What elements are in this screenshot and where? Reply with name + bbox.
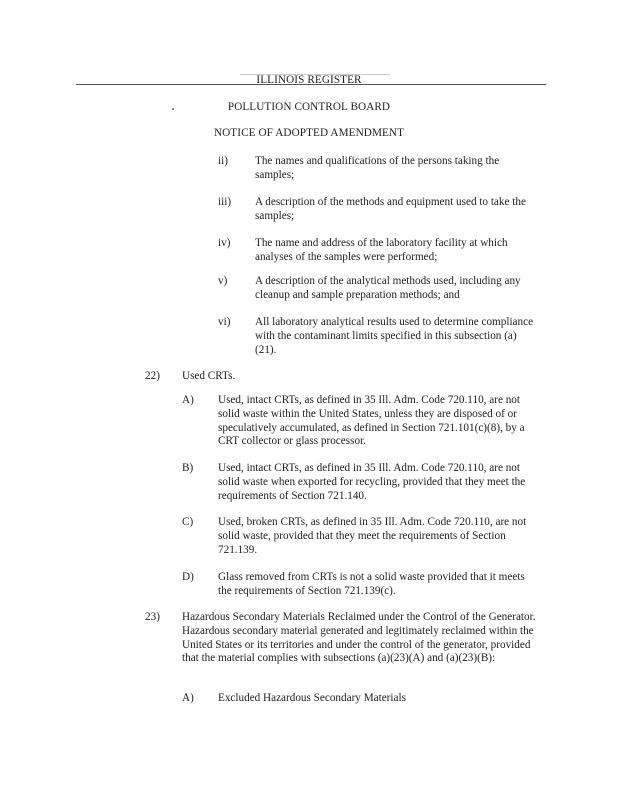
register-title: ILLINOIS REGISTER	[256, 74, 362, 86]
crt-sub-number: D)	[182, 571, 194, 583]
subitem-text: The names and qualifications of the persons taking the samples;	[255, 155, 500, 181]
subitem-number: ii)	[218, 155, 228, 167]
subitem-text: A description of the analytical methods used, including any cleanup and sample preparation methods; and	[255, 275, 521, 301]
item-23-text: Hazardous Secondary Materials Reclaimed under the Control of the Generator. Hazardous secondary material generated and legitimately reclaimed within the United States or its territories and under the control of the generator, provided that the material complies with subsections (a)(23)(A) and (a)(23)(B):	[182, 611, 536, 665]
item-23-number: 23)	[145, 611, 160, 623]
crt-sub-text: Used, intact CRTs, as defined in 35 Ill. Adm. Code 720.110, are not solid waste when exported for recycling, provided that they meet the requirements of Section 721.140.	[218, 462, 526, 502]
hazardous-sub-text: Excluded Hazardous Secondary Materials	[218, 692, 406, 704]
crt-sub-number: A)	[182, 394, 194, 406]
subitem-text: A description of the methods and equipment used to take the samples;	[255, 196, 526, 222]
board-title: POLLUTION CONTROL BOARD	[227, 101, 391, 113]
crt-sub-text: Glass removed from CRTs is not a solid waste provided that it meets the requirements of Section 721.139(c).	[218, 571, 525, 597]
crt-sub-number: C)	[182, 516, 194, 528]
subitem-number: iii)	[218, 196, 232, 208]
subitem-number: iv)	[218, 237, 231, 249]
subitem-text: The name and address of the laboratory facility at which analyses of the samples were performed;	[255, 237, 508, 263]
crt-sub-text: Used, intact CRTs, as defined in 35 Ill. Adm. Code 720.110, are not solid waste within the United States, unless they are disposed of or speculatively accumulated, as defined in Section 721.101(c)(8), by a CRT collector or glass processor.	[218, 394, 525, 448]
header-rule	[76, 84, 546, 85]
item-22-number: 22)	[145, 370, 160, 382]
hazardous-sub-number: A)	[182, 692, 194, 704]
subitem-text: All laboratory analytical results used to determine compliance with the contaminant limits specified in this subsection (a)(21).	[255, 316, 534, 356]
notice-title: NOTICE OF ADOPTED AMENDMENT	[213, 127, 405, 139]
crt-sub-text: Used, broken CRTs, as defined in 35 Ill. Adm. Code 720.110, are not solid waste, provided that they meet the requirements of Section 721.139.	[218, 516, 527, 556]
subitem-number: v)	[218, 275, 228, 287]
crt-sub-number: B)	[182, 462, 194, 474]
item-22-title: Used CRTs.	[182, 370, 236, 382]
scan-speck	[172, 108, 174, 110]
subitem-number: vi)	[218, 316, 231, 328]
